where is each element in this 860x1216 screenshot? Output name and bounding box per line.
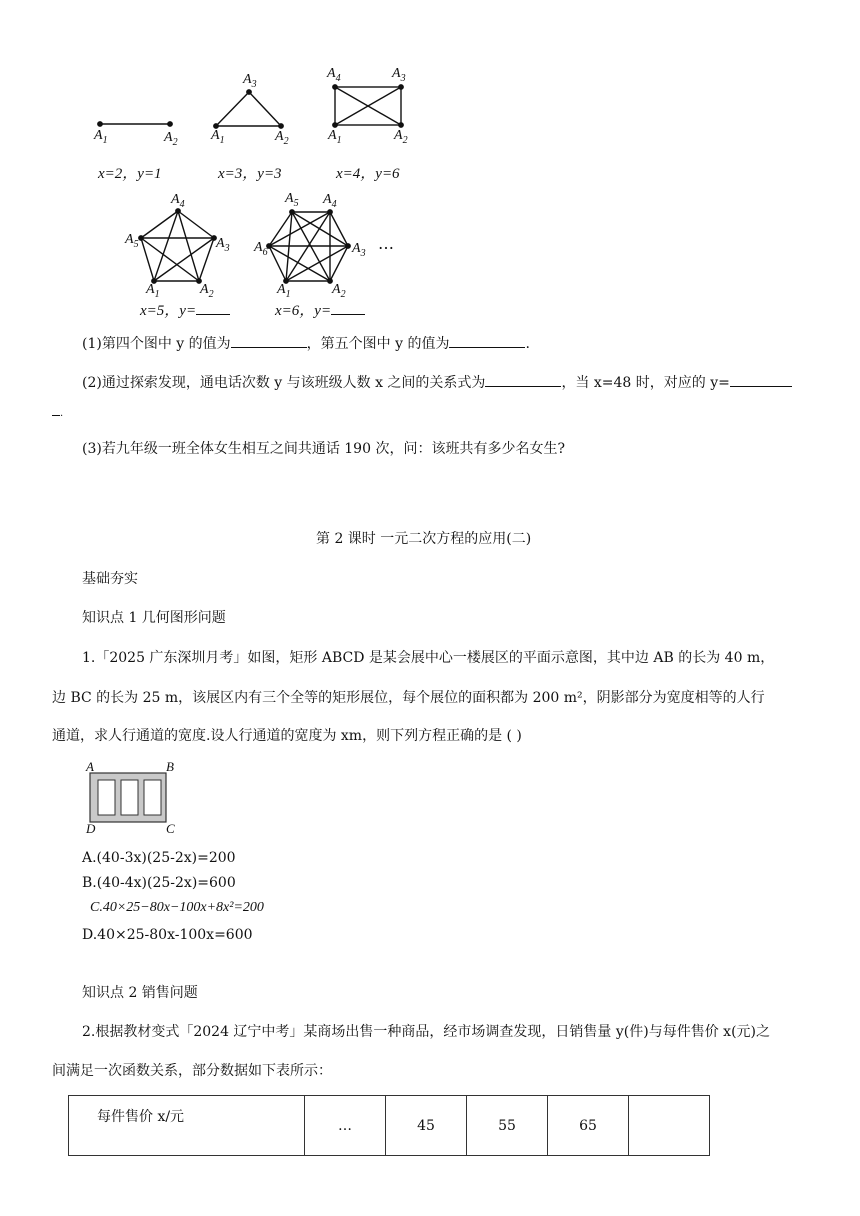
problem-1-text: 边 BC 的长为 25 m，该展区内有三个全等的矩形展位，每个展位的面积都为 200 m²，阴影部分为宽度相等的人行 [52, 690, 765, 706]
table-cell: … [305, 1096, 386, 1156]
table-row [69, 1096, 710, 1156]
table-cell: 65 [548, 1096, 629, 1156]
question-part-3: (3)若九年级一班全体女生相互之间共通话 190 次，问：该班共有多少名女生? [82, 441, 565, 457]
figure-caption: x=6，y= [275, 299, 365, 320]
section-title: 第 2 课时 一元二次方程的应用(二) [316, 531, 532, 547]
diagram-label: A [86, 759, 94, 774]
ellipsis: … [378, 234, 394, 253]
vertex-label: $A_2$ [394, 128, 408, 146]
option-d: D.40×25-80x-100x=600 [82, 927, 253, 943]
table-cell [629, 1096, 710, 1156]
problem-2-text: 2.根据教材变式「2024 辽宁中考」某商场出售一种商品，经市场调查发现，日销售量 y(件)与每件售价 x(元)之 [82, 1024, 770, 1040]
price-table [68, 1095, 710, 1156]
exhibition-diagram [84, 764, 194, 838]
diagram-label: C [166, 821, 175, 836]
table-cell: 45 [386, 1096, 467, 1156]
question-part-1: (1)第四个图中 y 的值为 ，第五个图中 y 的值为 . [82, 333, 530, 354]
vertex-label: $A_1$ [277, 282, 291, 300]
vertex-label: $A_4$ [171, 192, 185, 210]
figure-caption: x=4，y=6 [336, 166, 400, 182]
vertex-label: $A_1$ [94, 128, 108, 146]
figure-caption: x=3，y=3 [218, 166, 282, 182]
figure-caption: x=2，y=1 [98, 166, 162, 182]
problem-1-text: 通道，求人行通道的宽度.设人行通道的宽度为 xm，则下列方程正确的是 ( ) [52, 728, 522, 744]
option-b: B.(40-4x)(25-2x)=600 [82, 875, 236, 891]
vertex-label: $A_1$ [328, 128, 342, 146]
vertex-label: $A_6$ [254, 240, 268, 258]
vertex-label: $A_2$ [164, 130, 178, 148]
problem-1-text: 1.「2025 广东深圳月考」如图，矩形 ABCD 是某会展中心一楼展区的平面示意图，其中边 AB 的长为 40 m， [82, 650, 775, 666]
vertex-label: $A_1$ [146, 282, 160, 300]
knowledge-point-1: 知识点 1 几何图形问题 [82, 610, 226, 626]
vertex-label: $A_2$ [332, 282, 346, 300]
vertex-label: $A_1$ [211, 128, 225, 146]
diagram-label: B [166, 759, 174, 774]
vertex-label: $A_3$ [216, 236, 230, 254]
figure-caption: x=5，y= [140, 299, 230, 320]
problem-2-text: 间满足一次函数关系，部分数据如下表所示： [52, 1063, 332, 1079]
question-part-2-end: . [52, 404, 63, 424]
table-cell: 55 [467, 1096, 548, 1156]
vertex-label: $A_3$ [392, 66, 406, 84]
option-c: C.40×25−80x−100x+8x²=200 [90, 900, 264, 915]
vertex-label: $A_3$ [243, 72, 257, 90]
vertex-label: $A_2$ [200, 282, 214, 300]
basics-heading: 基础夯实 [82, 571, 138, 587]
vertex-label: $A_5$ [285, 191, 299, 209]
vertex-label: $A_4$ [323, 192, 337, 210]
option-a: A.(40-3x)(25-2x)=200 [82, 850, 236, 866]
vertex-label: $A_4$ [327, 66, 341, 84]
vertex-label: $A_2$ [275, 129, 289, 147]
table-header-cell: 每件售价 x/元 [69, 1096, 305, 1156]
vertex-label: $A_5$ [125, 232, 139, 250]
vertex-label: $A_3$ [352, 241, 366, 259]
question-part-2: (2)通过探索发现，通电话次数 y 与该班级人数 x 之间的关系式为 ，当 x=48 时，对应的 y= [82, 372, 792, 393]
diagram-label: D [86, 821, 96, 836]
knowledge-point-2: 知识点 2 销售问题 [82, 985, 198, 1001]
